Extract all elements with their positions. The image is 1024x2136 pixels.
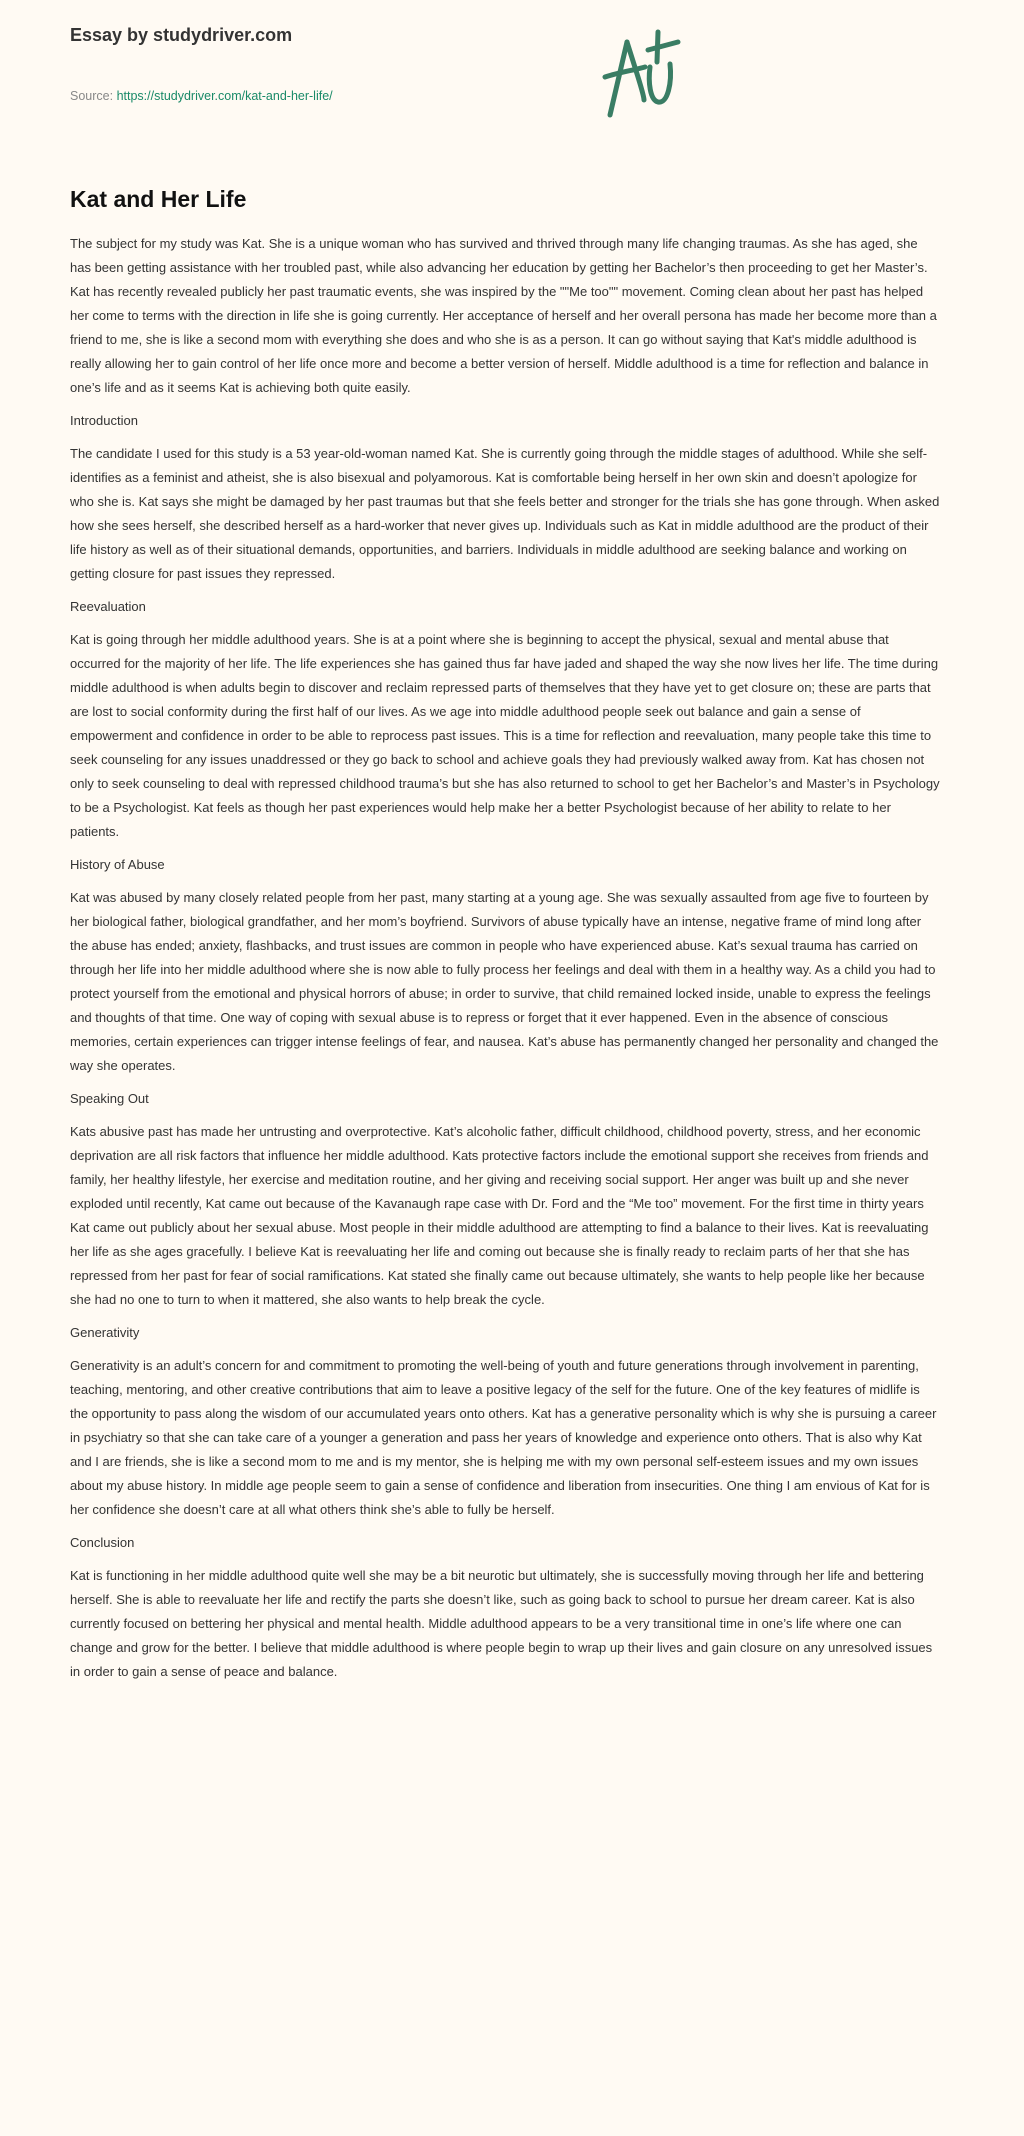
section-heading-generativity: Generativity: [70, 1325, 140, 1340]
site-title: Essay by studydriver.com: [70, 25, 293, 45]
essay-title: Kat and Her Life: [70, 186, 247, 212]
section-paragraph-speaking-out: Kats abusive past has made her untrusting and overprotective. Kat’s alcoholic father, difficult childhood, childhood poverty, stress, and her economic deprivation are all risk factors that influence her middle adulthood. Kats protective factors include the emotional support she receives from friends and family, her healthy lifestyle, her exercise and meditation routine, and her giving and receiving social support. Her anger was built up and she never exploded until recently, Kat came out because of the Kavanaugh rape case with Dr. Ford and the “Me too” movement. For the first time in thirty years Kat came out publicly about her sexual abuse. Most people in their middle adulthood are attempting to find a balance to their lives. Kat is reevaluating her life as she ages gracefully. I believe Kat is reevaluating her life and coming out because she is finally ready to reclaim parts of her that she has repressed from her past for fear of social ramifications. Kat stated she finally came out because ultimately, she wants to help people like her because she had no one to turn to when it mattered, she also wants to help break the cycle.: [70, 1124, 929, 1307]
section-heading-introduction: Introduction: [70, 413, 138, 428]
section-heading-reevaluation: Reevaluation: [70, 599, 146, 614]
section-paragraph-introduction: The candidate I used for this study is a 53 year-old-woman named Kat. She is currently going through the middle stages of adulthood. While she self-identifies as a feminist and atheist, she is also bisexual and polyamorous. Kat is comfortable being herself in her own skin and doesn’t apologize for who she is. Kat says she might be damaged by her past traumas but that she feels better and stronger for the trials she has gone through. When asked how she sees herself, she described herself as a hard-worker that never gives up. Individuals such as Kat in middle adulthood are the product of their life history as well as of their situational demands, opportunities, and barriers. Individuals in middle adulthood are seeking balance and working on getting closure for past issues they repressed.: [70, 446, 940, 581]
section-paragraph-history-of-abuse: Kat was abused by many closely related people from her past, many starting at a young age. She was sexually assaulted from age five to fourteen by her biological father, biological grandfather, and her mom’s boyfriend. Survivors of abuse typically have an intense, negative frame of mind long after the abuse has ended; anxiety, flashbacks, and trust issues are common in people who have experienced abuse. Kat’s sexual trauma has carried on through her life into her middle adulthood where she is now able to fully process her feelings and deal with them in a healthy way. As a child you had to protect yourself from the emotional and physical horrors of abuse; in order to survive, that child remained locked inside, unable to express the feelings and thoughts of that time. One way of coping with sexual abuse is to repress or forget that it ever happened. Even in the absence of conscious memories, certain experiences can trigger intense feelings of fear, and nausea. Kat’s abuse has permanently changed her personality and changed the way she operates.: [70, 890, 939, 1073]
section-paragraph-generativity: Generativity is an adult’s concern for and commitment to promoting the well-being of youth and future generations through involvement in parenting, teaching, mentoring, and other creative contributions that aim to leave a positive legacy of the self for the future. One of the key features of midlife is the opportunity to pass along the wisdom of our accumulated years onto others. Kat has a generative personality which is why she is pursuing a career in psychiatry so that she can take care of a younger a generation and pass her years of knowledge and experience onto others. That is also why Kat and I are friends, she is like a second mom to me and is my mentor, she is helping me with my own personal self-esteem issues and my own issues about my abuse history. In middle age people seem to gain a sense of confidence and liberation from insecurities. One thing I am envious of Kat for is her confidence she doesn’t care at all what others think she’s able to fully be herself.: [70, 1358, 937, 1517]
section-heading-history-of-abuse: History of Abuse: [70, 857, 165, 872]
section-heading-speaking-out: Speaking Out: [70, 1091, 149, 1106]
a-plus-logo-icon: [600, 22, 690, 122]
source-link[interactable]: https://studydriver.com/kat-and-her-life/: [116, 89, 333, 103]
section-paragraph-conclusion: Kat is functioning in her middle adulthood quite well she may be a bit neurotic but ultimately, she is successfully moving through her life and bettering herself. She is able to reevaluate her life and rectify the parts she doesn’t like, such as going back to school to pursue her dream career. Kat is also currently focused on bettering her physical and mental health. Middle adulthood appears to be a very transitional time in one’s life where one can change and grow for the better. I believe that middle adulthood is where people begin to wrap up their lives and gain closure on any unresolved issues in order to gain a sense of peace and balance.: [70, 1568, 933, 1679]
essay-content: [0, 184, 1010, 1684]
essay-intro-paragraph: The subject for my study was Kat. She is a unique woman who has survived and thrived through many life changing traumas. As she has aged, she has been getting assistance with her troubled past, while also advancing her education by getting her Bachelor’s then proceeding to get her Master’s. Kat has recently revealed publicly her past traumatic events, she was inspired by the ""Me too"" movement. Coming clean about her past has helped her come to terms with the direction in life she is going currently. Her acceptance of herself and her overall persona has made her become more than a friend to me, she is like a second mom with everything she does and who she is as a person. It can go without saying that Kat's middle adulthood is really allowing her to gain control of her life once more and become a better version of herself. Middle adulthood is a time for reflection and balance in one’s life and as it seems Kat is achieving both quite easily.: [70, 236, 937, 395]
section-paragraph-reevaluation: Kat is going through her middle adulthood years. She is at a point where she is beginning to accept the physical, sexual and mental abuse that occurred for the majority of her life. The life experiences she has gained thus far have jaded and shaped the way she now lives her life. The time during middle adulthood is when adults begin to discover and reclaim repressed parts of themselves that they have yet to get closure on; these are parts that are lost to social conformity during the first half of our lives. As we age into middle adulthood people seek out balance and gain a sense of empowerment and confidence in order to be able to reprocess past issues. This is a time for reflection and reevaluation, many people take this time to seek counseling for any issues unaddressed or they go back to school and achieve goals they had previously walked away from. Kat has chosen not only to seek counseling to deal with repressed childhood trauma’s but she has also returned to school to get her Bachelor’s and Master’s in Psychology to be a Psychologist. Kat feels as though her past experiences would help make her a better Psychologist because of her ability to relate to her patients.: [70, 632, 940, 839]
source-label: Source:: [70, 89, 114, 103]
section-heading-conclusion: Conclusion: [70, 1535, 135, 1550]
source-line: [70, 89, 333, 103]
page-header: [0, 0, 1024, 170]
